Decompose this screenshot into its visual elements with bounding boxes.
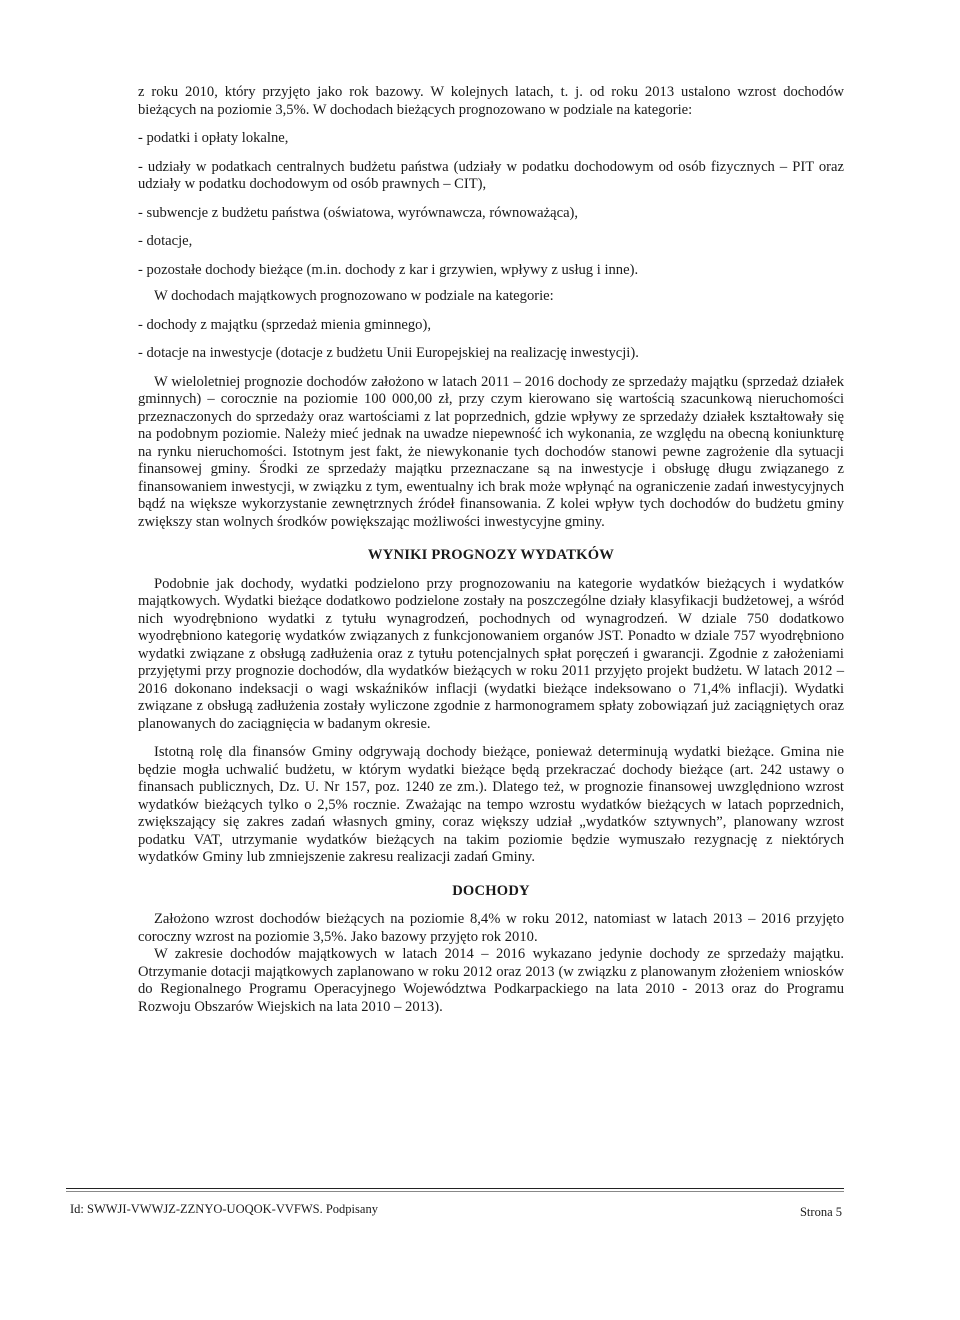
section-heading-revenues: DOCHODY — [452, 882, 530, 899]
paragraph-current-balance: Istotną rolę dla finansów Gminy odgrywają dochody bieżące, ponieważ determinują wydatki bieżące. Gmina nie będzie mogła uchwalić budżetu, w którym wydatki bieżące będą przekraczać dochody bieżące (art. 242 ustawy o finansach publicznych, Dz. U. Nr 157, poz. 1240 ze zm.). Dlatego też, w prognozie finansowej uwzględniono wzrost wydatków bieżących tylko o 2,5% rocznie. Zważając na tempo wzrostu wydatków bieżących w latach poprzednich, zwiększający się zakres zadań własnych gminy, coraz większy udział „wydatków sztywnych”, planowany wzrost podatku VAT, utrzymanie wydatków bieżących na takim poziomie będzie wymuszało rezygnację z niektórych wydatków Gminy lub zmniejszenie zakresu realizacji zadań Gminy. — [138, 744, 844, 865]
list-item-current-revenue: - dotacje, — [138, 233, 193, 249]
footer-divider-secondary — [66, 1191, 844, 1192]
paragraph-capital-grants: W zakresie dochodów majątkowych w latach 2014 – 2016 wykazano jedynie dochody ze sprzedaży majątku. Otrzymanie dotacji majątkowych zaplanowano w roku 2012 oraz 2013 (w związku z planowanym złożeniem wniosków do Regionalnego Programu Operacyjnego Województwa Podkarpackiego na lata 2010 - 2013 oraz do Programu Rozwoju Obszarów Wiejskich na lata 2010 – 2013). — [138, 946, 844, 1015]
list-item-current-revenue: - pozostałe dochody bieżące (m.in. dochody z kar i grzywien, wpływy z usług i inne). — [138, 261, 639, 278]
paragraph-expenses: Podobnie jak dochody, wydatki podzielono przy prognozowaniu na kategorie wydatków bieżących i wydatków majątkowych. Wydatki bieżące dodatkowo podzielone zostały na poszczególne działy klasyfikacji budżetowej, a wśród nich wyodrębniono wydatki z tytułu wynagrodzeń, pochodnych od wynagrodzeń. W dziale 750 dodatkowo wyodrębniono kategorię wydatków związanych z funkcjonowaniem organów JST. Ponadto w dziale 757 wyodrębniono wydatki związane z obsługą zadłużenia oraz z tytułu potencjalnych spłat poręczeń i gwarancji. Zgodnie z założeniami przyjętymi przy prognozie dochodów, dla wydatków bieżących w roku 2011 przyjęto projekt budżetu. W latach 2012 – 2016 dokonano indeksacji o wagi wskaźników inflacji (wydatki bieżące indeksowano o 71,4% inflacji). Wydatki związane z obsługą zadłużenia zostały wyliczone zgodnie z harmonogramem spłaty zobowiązań już zaciągniętych oraz planowanych do zaciągnięcia w badanym okresie. — [138, 575, 844, 732]
list-item-current-revenue: - podatki i opłaty lokalne, — [138, 130, 289, 146]
list-item-capital-revenue: - dotacje na inwestycje (dotacje z budżetu Unii Europejskiej na realizację inwestycji). — [138, 345, 639, 361]
section-heading-expenses: WYNIKI PROGNOZY WYDATKÓW — [367, 547, 615, 563]
paragraph-revenue-growth: Założono wzrost dochodów bieżących na poziomie 8,4% w roku 2012, natomiast w latach 2013 – 2016 przyjęto coroczny wzrost na poziomie 3,5%. Jako bazowy przyjęto rok 2010. — [138, 911, 844, 945]
footer-page-number: Strona 5 — [799, 1205, 842, 1219]
page-content — [138, 84, 844, 1016]
paragraph-capital-revenue: W dochodach majątkowych prognozowano w podziale na kategorie: — [154, 288, 554, 304]
list-item-current-revenue: - udziały w podatkach centralnych budżetu państwa (udziały w podatku dochodowym od osób fizycznych – PIT oraz udziały w podatku dochodowym od osób prawnych – CIT), — [138, 158, 844, 192]
footer-divider — [66, 1188, 844, 1189]
paragraph-asset-sales: W wieloletniej prognozie dochodów założono w latach 2011 – 2016 dochody ze sprzedaży majątku (sprzedaż działek gminnych) – corocznie na poziomie 100 000,00 zł, przy czym kierowano się wartością szacunkową nieruchomości przeznaczonych do sprzedaży oraz wartościami z lat poprzednich, gdzie wpływy ze sprzedaży działek kształtowały się na podobnym poziomie. Należy mieć jednak na uwadze niepewność ich wykonania, ze względu na obecną koniunkturę na rynku nieruchomości. Istotnym jest fakt, że niewykonanie tych dochodów stanowi pewne zagrożenie dla sytuacji finansowej gminy. Środki ze sprzedaży majątku przeznaczane są na inwestycje i obsługę długu związanego z finansowaniem inwestycji, w związku z tym, ewentualny ich brak może wpłynąć na ograniczenie zadań inwestycyjnych bądź na większe wykorzystanie zewnętrznych źródeł finansowania. Z kolei wpływ tych dochodów do budżetu gminy zwiększy stan wolnych środków powiększając możliwości inwestycyjne gminy. — [138, 373, 844, 530]
footer-document-id: Id: SWWJI-VWWJZ-ZZNYO-UOQOK-VVFWS. Podpisany — [70, 1202, 378, 1216]
list-item-capital-revenue: - dochody z majątku (sprzedaż mienia gminnego), — [138, 316, 431, 333]
paragraph-base-year: z roku 2010, który przyjęto jako rok bazowy. W kolejnych latach, t. j. od roku 2013 ustalono wzrost dochodów bieżących na poziomie 3,5%. W dochodach bieżących prognozowano w podziale na kategorie: — [138, 84, 844, 118]
list-item-current-revenue: - subwencje z budżetu państwa (oświatowa, wyrównawcza, równoważąca), — [138, 204, 579, 221]
